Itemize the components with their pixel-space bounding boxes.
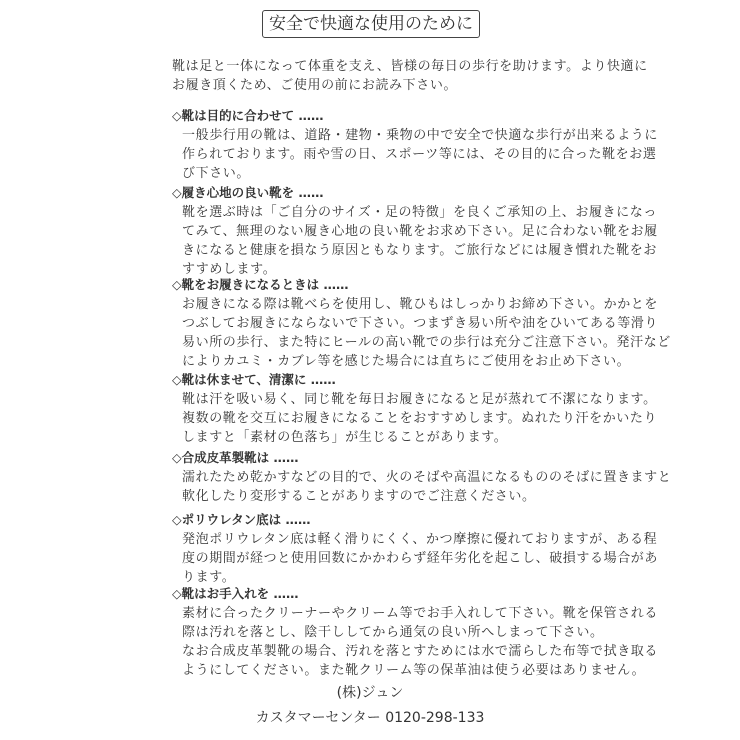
section-text-line: お履きになる際は靴べらを使用し、靴ひもはしっかりお締め下さい。かかとを [182, 297, 659, 312]
section-text-line: 易い所の歩行、また特にヒールの高い靴での歩行は充分ご注意下さい。発汗など [182, 335, 671, 350]
section-text-line: 際は汚れを落とし、陰干ししてから通気の良い所へしまって下さい。 [182, 625, 604, 640]
section-text-line: なお合成皮革製靴の場合、汚れを落とすためには水で濡らした布等で拭き取る [182, 644, 659, 659]
section-text-line: 濡れたため乾かすなどの目的で、火のそばや高温になるもののそばに置きますと [182, 470, 672, 485]
section-text-line: 作られております。雨や雪の日、スポーツ等には、その目的に合った靴をお選 [182, 147, 657, 162]
section-heading: ◇ポリウレタン底は …… [172, 512, 311, 527]
section-text-line: 靴は汗を吸い易く、同じ靴を毎日お履きになると足が蒸れて不潔になります。 [182, 392, 657, 407]
company-name: (株)ジュン [336, 685, 404, 701]
section-text-line: によりカユミ・カブレ等を感じた場合には直ちにご使用をお止め下さい。 [182, 354, 631, 369]
section-heading: ◇履き心地の良い靴を …… [172, 185, 324, 200]
section-text-line: 軟化したり変形することがありますのでご注意ください。 [182, 489, 536, 504]
customer-center: カスタマーセンター 0120-298-133 [255, 710, 485, 726]
section-text-line: ようにしてください。また靴クリーム等の保革油は使う必要はありません。 [182, 663, 646, 678]
section-text-line: すすめします。 [182, 262, 277, 277]
section-text-line: び下さい。 [182, 166, 251, 181]
section-text-line: ります。 [182, 570, 236, 585]
section-text-line: つぶしてお履きにならないで下さい。つまずき易い所や油をひいてある等滑り [182, 316, 659, 331]
section-text-line: 複数の靴を交互にお履きになることをおすすめします。ぬれたり汗をかいたり [182, 411, 658, 426]
intro-line: 靴は足と一体になって体重を支え、皆様の毎日の歩行を助けます。より快適に [172, 59, 648, 74]
section-heading: ◇靴は目的に合わせて …… [172, 108, 324, 123]
section-text-line: 素材に合ったクリーナーやクリーム等でお手入れして下さい。靴を保管される [182, 606, 659, 621]
section-text-line: てみて、無理のない履き心地の良い靴をお求め下さい。足に合わない靴をお履 [182, 224, 658, 239]
section-text-line: きになると健康を損なう原因ともなります。ご旅行などには履き慣れた靴をお [182, 243, 657, 258]
intro-line: お履き頂くため、ご使用の前にお読み下さい。 [172, 78, 458, 93]
section-heading: ◇靴はお手入れを …… [172, 586, 299, 601]
section-text-line: しますと「素材の色落ち」が生じることがあります。 [182, 430, 508, 445]
section-heading: ◇靴は休ませて、清潔に …… [172, 372, 336, 387]
section-text-line: 発泡ポリウレタン底は軽く滑りにくく、かつ摩擦に優れておりますが、ある程 [182, 532, 658, 547]
section-heading: ◇靴をお履きになるときは …… [172, 277, 349, 292]
section-heading: ◇合成皮革製靴は …… [172, 450, 299, 465]
section-text-line: 度の期間が経つと使用回数にかかわらず経年劣化を起こし、破損する場合があ [182, 551, 659, 566]
page-title: 安全で快適な使用のために [262, 10, 480, 38]
section-text-line: 靴を選ぶ時は「ご自分のサイズ・足の特徴」を良くご承知の上、お履きになっ [182, 205, 657, 220]
section-text-line: 一般歩行用の靴は、道路・建物・乗物の中で安全で快適な歩行が出来るように [182, 128, 659, 143]
